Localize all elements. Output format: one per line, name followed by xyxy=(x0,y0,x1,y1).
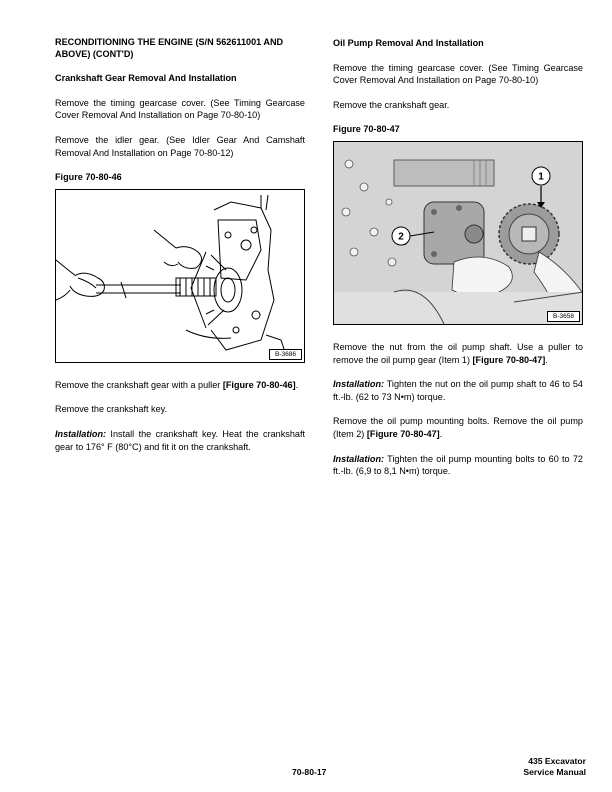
figure-46-illustration xyxy=(55,189,305,363)
figure-46-title: Figure 70-80-46 xyxy=(55,172,122,183)
step-text: Remove the nut from the oil pump shaft. Use a puller to remove the oil pump gear (Item 1) xyxy=(333,341,583,365)
step-remove-idler-gear: Remove the idler gear. (See Idler Gear And Camshaft Removal And Installation on Page 70-80-12) xyxy=(55,134,305,158)
installation-text: Tighten the nut on the oil pump shaft to 46 to 54 ft.-lb. (62 to 73 N•m) torque. xyxy=(333,379,583,402)
crankshaft-gear-heading: Crankshaft Gear Removal And Installation xyxy=(55,73,237,84)
step-text: Remove the crankshaft gear with a puller xyxy=(55,379,223,390)
installation-crankshaft xyxy=(55,428,305,453)
installation-label: Installation: xyxy=(333,379,385,390)
oil-pump-photo xyxy=(334,142,583,324)
footer-product xyxy=(523,756,586,778)
step-text-end: . xyxy=(295,379,299,390)
installation-text: Install the crankshaft key. Heat the crankshaft gear to 176° F (80°C) and fit it on the crankshaft. xyxy=(55,428,305,452)
right-column xyxy=(333,37,583,490)
figure-47-title: Figure 70-80-47 xyxy=(333,124,400,135)
installation-bolts xyxy=(333,453,583,478)
callout-1: 1 xyxy=(538,171,544,183)
section-heading: RECONDITIONING THE ENGINE (S/N 562611001 AND ABOVE) (CONT'D) xyxy=(55,37,284,59)
figure-ref: [Figure 70-80-47] xyxy=(366,428,440,439)
product-name: 435 Excavator xyxy=(528,756,586,766)
oil-pump-heading: Oil Pump Removal And Installation xyxy=(333,38,484,48)
callout-2: 2 xyxy=(398,231,404,243)
step-text: Remove the oil pump mounting bolts. Remove the oil pump (Item 2) xyxy=(333,416,583,439)
installation-label: Installation: xyxy=(55,428,107,439)
step-remove-oil-pump-gear xyxy=(333,341,583,366)
step-remove-crankshaft-gear: Remove the crankshaft gear. xyxy=(333,99,450,110)
page-number: 70-80-17 xyxy=(292,767,327,777)
figure-47-code: B-3658 xyxy=(547,311,580,322)
manual-name: Service Manual xyxy=(523,767,586,777)
step-remove-crankshaft-key: Remove the crankshaft key. xyxy=(55,404,168,415)
step-remove-gearcase-cover: Remove the timing gearcase cover. (See Timing Gearcase Cover Removal And Installation on Page 70-80-10) xyxy=(55,97,305,121)
step-text-end: . xyxy=(545,354,548,365)
step-remove-crankshaft-gear xyxy=(55,379,305,392)
installation-nut xyxy=(333,378,583,403)
installation-label: Installation: xyxy=(333,453,385,464)
figure-46-code: B-3686 xyxy=(269,349,302,360)
left-column xyxy=(55,37,305,465)
step-remove-gearcase-cover: Remove the timing gearcase cover. (See Timing Gearcase Cover Removal And Installation on Page 70-80-10) xyxy=(333,62,583,86)
figure-ref: [Figure 70-80-47] xyxy=(472,354,546,365)
step-text-end: . xyxy=(439,428,443,439)
installation-text: Tighten the oil pump mounting bolts to 60 to 72 ft.-lb. (6,9 to 8,1 N•m) torque. xyxy=(333,453,583,477)
figure-ref: [Figure 70-80-46] xyxy=(222,379,296,390)
puller-illustration xyxy=(56,190,305,362)
figure-47-photo xyxy=(333,141,583,325)
step-remove-oil-pump xyxy=(333,415,583,440)
